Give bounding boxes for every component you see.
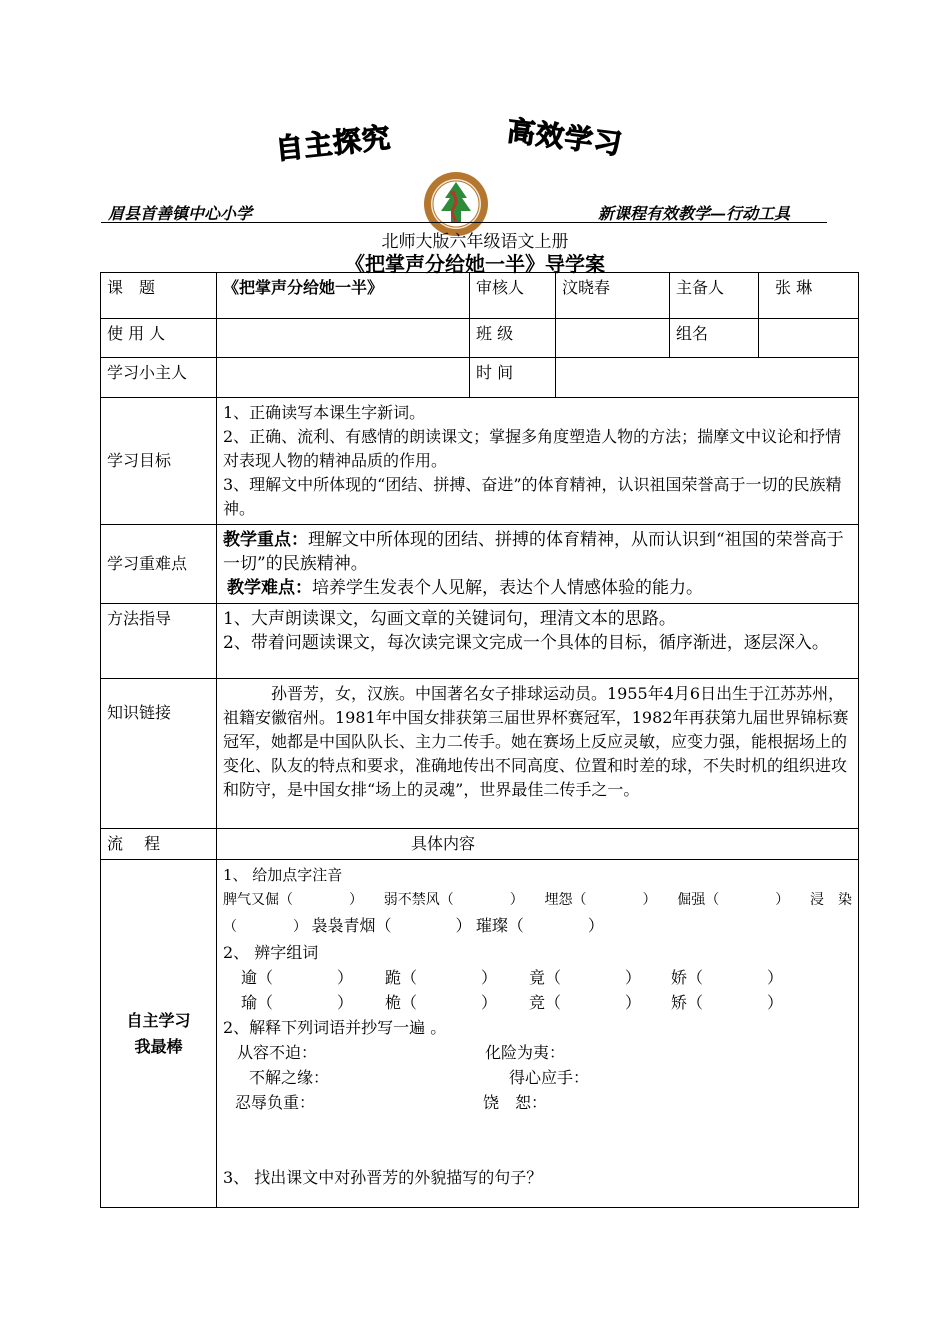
banner-right: 高效学习 <box>505 114 625 161</box>
subtitle: 北师大版六年级语文上册 <box>381 232 569 251</box>
pinyin-item: 弱不禁风（ ） <box>383 892 524 908</box>
class-cell[interactable] <box>556 319 670 358</box>
label-time: 时 间 <box>470 358 556 398</box>
word-row-1: 逾（ ） 跪（ ） 竟（ ） 娇（ ） <box>241 968 784 987</box>
key-points-content <box>217 525 859 604</box>
difficult-point: 教学难点：培养学生发表个人见解，表达个人情感体验的能力。 <box>227 578 703 598</box>
goal-1: 1、正确读写本课生字新词。 <box>223 403 426 422</box>
question-1: 1、 给加点字注音 <box>223 866 343 884</box>
banner-left: 自主探究 <box>273 121 393 166</box>
time-cell[interactable] <box>556 358 859 398</box>
goal-3: 3、理解文中所体现的“团结、拼搏、奋进”的体育精神，认识祖国荣誉高于一切的民族精神。 <box>223 475 842 518</box>
label-preparer: 主备人 <box>670 273 759 319</box>
header-rule <box>101 222 827 223</box>
pinyin-row-2 <box>223 913 852 940</box>
pinyin-item: 埋怨（ ） <box>544 892 657 908</box>
group-cell[interactable] <box>759 319 859 358</box>
label-flow: 流 程 <box>101 829 217 860</box>
slogan: 新课程有效教学—行动工具 <box>598 204 791 223</box>
study-plan-table <box>100 272 859 1208</box>
question-3: 2、解释下列词语并抄写一遍 。 <box>223 1018 447 1037</box>
label-user: 使 用 人 <box>101 319 217 358</box>
answer-space[interactable] <box>223 1115 852 1165</box>
goal-2: 2、正确、流利、有感情的朗读课文；掌握多角度塑造人物的方法；揣摩文中议论和抒情对表现人物的精神品质的作用。 <box>223 427 842 470</box>
pinyin-row-1 <box>223 888 852 913</box>
question-2: 2、 辨字组词 <box>223 943 319 962</box>
label-key-points: 学习重难点 <box>101 525 217 604</box>
explain-row-2: 不解之缘： 得心应手： <box>249 1068 590 1087</box>
pinyin-item: 袅袅青烟（ ） <box>311 916 472 935</box>
label-content: 具体内容 <box>217 829 859 860</box>
question-4: 3、 找出课文中对孙晋芳的外貌描写的句子？ <box>223 1168 543 1187</box>
label-class: 班 级 <box>470 319 556 358</box>
label-group: 组名 <box>670 319 759 358</box>
user-cell[interactable] <box>217 319 470 358</box>
label-topic: 课 题 <box>101 273 217 319</box>
reviewer-name: 汶晓春 <box>556 273 670 319</box>
label-knowledge: 知识链接 <box>101 679 217 829</box>
word-row-2: 瑜（ ） 桅（ ） 竞（ ） 矫（ ） <box>241 993 784 1012</box>
pinyin-item: 浸 染 <box>810 892 852 908</box>
explain-row-3: 忍辱负重： 饶 恕： <box>235 1093 548 1112</box>
key-point: 教学重点：理解文中所体现的团结、拼搏的体育精神，从而认识到“祖国的荣誉高于一切”的民族精神。 <box>223 530 844 574</box>
lesson-title: 《把掌声分给她一半》 <box>217 273 470 319</box>
goals-content <box>217 398 859 525</box>
pinyin-item: 倔强（ ） <box>677 892 790 908</box>
preparer-name: 张 琳 <box>759 273 859 319</box>
label-goals: 学习目标 <box>101 398 217 525</box>
school-name: 眉县首善镇中心小学 <box>108 204 253 223</box>
knowledge-content: 孙晋芳，女，汉族。中国著名女子排球运动员。1955年4月6日出生于江苏苏州，祖籍安徽宿州。1981年中国女排获第三届世界杯赛冠军，1982年再获第九届世界锦标赛冠军，她都是中国队队长、主力二传手。她在赛场上反应灵敏，应变力强，能根据场上的变化、队友的特点和要求，准确地传出不同高度、位置和时差的球，不失时机的组织进攻和防守，是中国女排“场上的灵魂”，世界最佳二传手之一。 <box>217 679 859 829</box>
self-study-content <box>217 860 859 1208</box>
label-self-study: 自主学习 我最棒 <box>101 860 217 1208</box>
pinyin-item: 脾气又倔（ ） <box>223 892 363 908</box>
banner <box>273 112 655 166</box>
method-1: 1、大声朗读课文，勾画文章的关键词句，理清文本的思路。 <box>223 609 676 629</box>
method-2: 2、带着问题读课文，每次读完课文完成一个具体的目标，循序渐进，逐层深入。 <box>223 633 829 653</box>
pinyin-item: （ ） <box>223 919 307 935</box>
host-cell[interactable] <box>217 358 470 398</box>
label-method: 方法指导 <box>101 604 217 679</box>
page-title: 《把掌声分给她一半》导学案 <box>345 252 605 276</box>
explain-row-1: 从容不迫： 化险为夷： <box>237 1043 566 1062</box>
label-reviewer: 审核人 <box>470 273 556 319</box>
method-content <box>217 604 859 679</box>
label-host: 学习小主人 <box>101 358 217 398</box>
pinyin-item: 璀璨（ ） <box>475 916 604 935</box>
